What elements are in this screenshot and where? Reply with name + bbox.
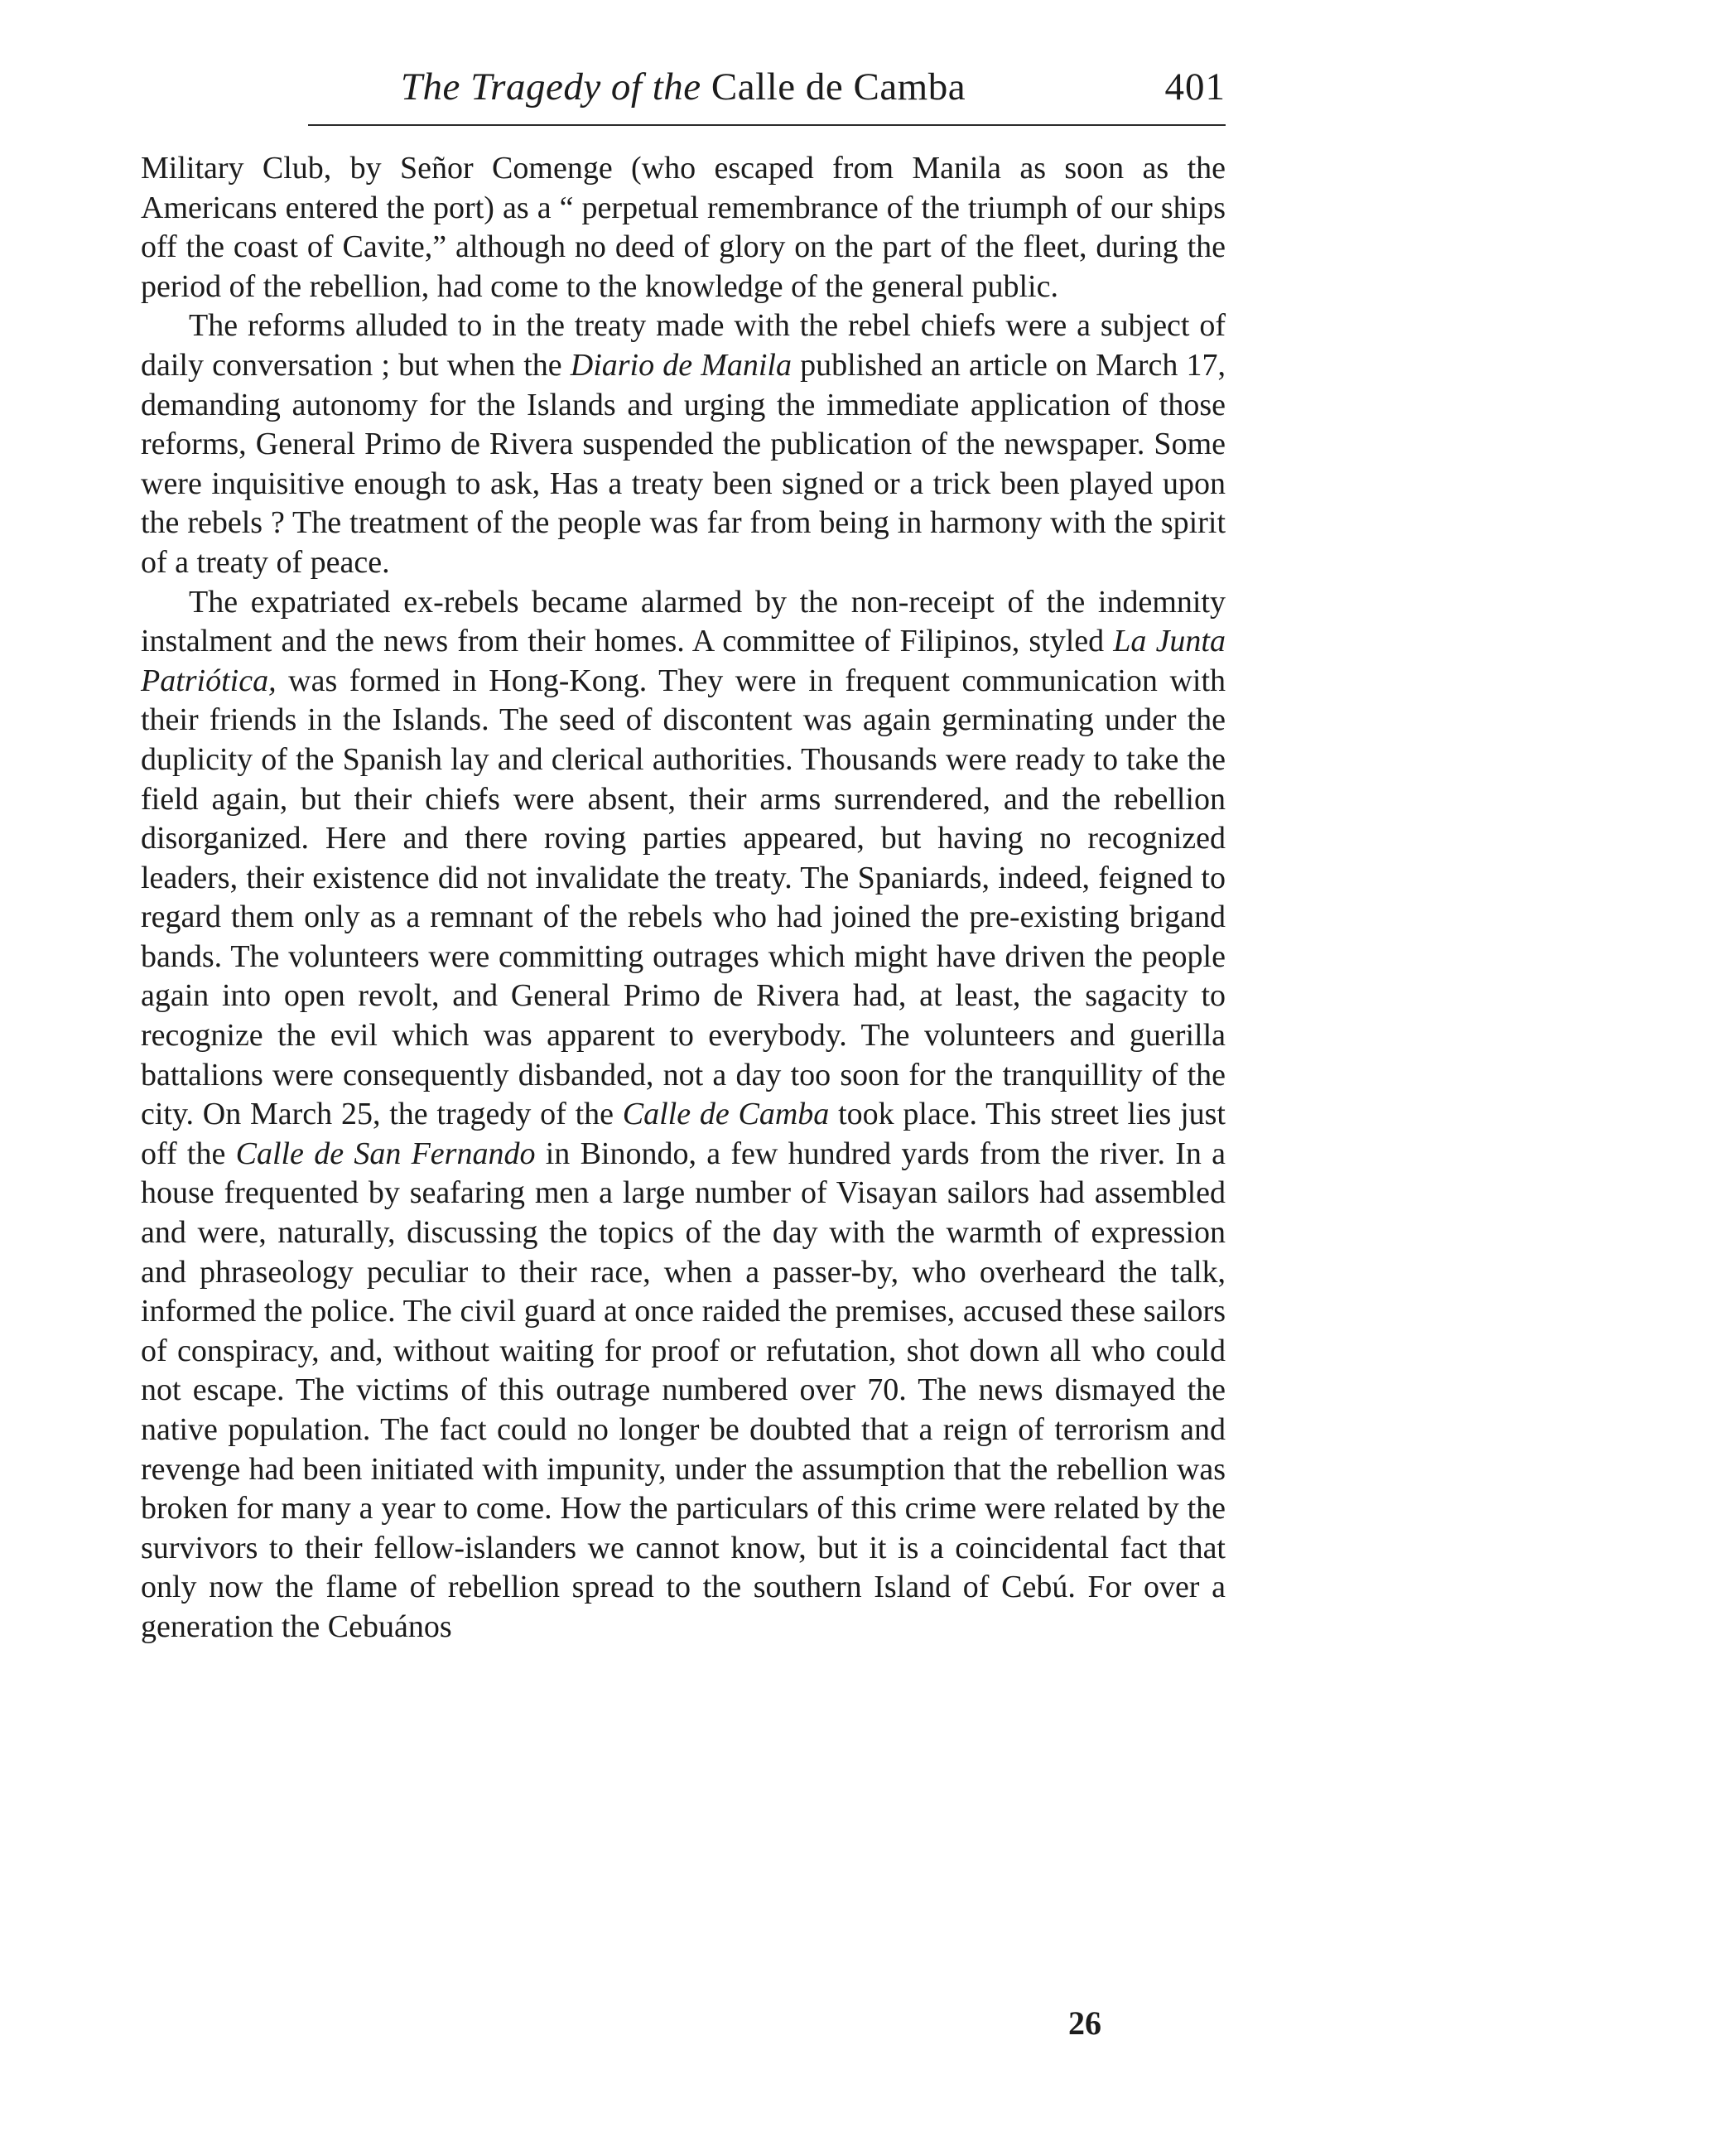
running-title [141, 58, 1226, 116]
body-text [141, 149, 1226, 1647]
header-rule [308, 124, 1226, 126]
text-run: in Binondo, a few hundred yards from the river. In a house frequented by seafaring men a large number of Visayan sailors had assembled and were, naturally, discussing the topics of the day with the warmth of expression and phraseology peculiar to their race, when a passer-by, who overheard the talk, informed the police. The civil guard at once raided the premises, accused these sailors of conspiracy, and, without waiting for proof or refutation, shot down all who could not escape. The victims of this outrage numbered over 70. The news dismayed the native population. The fact could no longer be doubted that a reign of terrorism and revenge had been initiated with impunity, under the assumption that the rebellion was broken for many a year to come. How the particulars of this crime were related by the survivors to their fellow-islanders we cannot know, but it is a coincidental fact that only now the flame of rebellion spread to the southern Island of Cebú. For over a generation the Cebuános [141, 1136, 1226, 1644]
text-run: took place. This street lies just off the [141, 1097, 1226, 1171]
signature-mark: 26 [1068, 2004, 1101, 2042]
text-run: The reforms alluded to in the treaty made with the rebel chiefs were a subject of daily conversation ; but when the [141, 308, 1226, 383]
italic-run: Diario de Manila [570, 347, 792, 383]
italic-run: Calle de Camba [622, 1097, 830, 1132]
italic-run: La Junta Patriótica, [141, 624, 1226, 698]
running-title-italic: The Tragedy of the [400, 65, 701, 109]
italic-run: Calle de San Fernando [235, 1136, 536, 1171]
paragraph [141, 149, 1226, 306]
page-number: 401 [1164, 65, 1226, 109]
paragraph [141, 306, 1226, 582]
running-title-roman: Calle de Camba [711, 65, 966, 109]
running-head [141, 58, 1226, 116]
text-run: The expatriated ex-rebels became alarmed by the non-receipt of the indemnity instalment and the news from their homes. A committee of Filipinos, styled [141, 584, 1226, 659]
text-run: Military Club, by Señor Comenge (who escaped from Manila as soon as the Americans entered the port) as a “ perpetual remembrance of the triumph of our ships off the coast of Cavite,” although no deed of glory on the part of the fleet, during the period of the rebellion, had come to the knowledge of the general public. [141, 151, 1226, 304]
text-run: was formed in Hong-Kong. They were in frequent communication with their friends in the Islands. The seed of discontent was again germinating under the duplicity of the Spanish lay and clerical authorities. Thousands were ready to take the field again, but their chiefs were absent, their arms surrendered, and the rebellion disorganized. Here and there roving parties appeared, but having no recognized leaders, their existence did not invalidate the treaty. The Spaniards, indeed, feigned to regard them only as a remnant of the rebels who had joined the pre-existing brigand bands. The volunteers were committing outrages which might have driven the people again into open revolt, and General Primo de Rivera had, at least, the sagacity to recognize the evil which was apparent to everybody. The volunteers and guerilla battalions were consequently disbanded, not a day too soon for the tranquillity of the city. On March 25, the tragedy of the [141, 663, 1226, 1132]
text-run: published an article on March 17, demanding autonomy for the Islands and urging the immediate application of those reforms, General Primo de Rivera suspended the publication of the newspaper. Some were inquisitive enough to ask, Has a treaty been signed or a trick been played upon the rebels ? The treatment of the people was far from being in harmony with the spirit of a treaty of peace. [141, 347, 1226, 580]
paragraph [141, 583, 1226, 1647]
